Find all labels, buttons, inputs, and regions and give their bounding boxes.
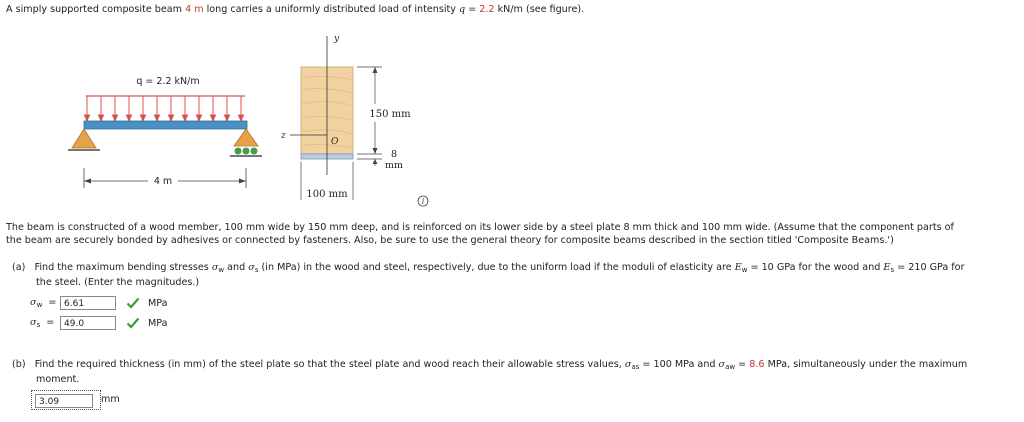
plate-num: 8 — [390, 149, 398, 160]
axis-y: y — [334, 34, 340, 44]
load-label: q = 2.2 kN/m — [136, 76, 200, 87]
load-arrow-head — [113, 115, 118, 121]
part-b-line-2: moment. — [36, 374, 80, 385]
svg-text:i: i — [421, 197, 425, 206]
part-b-answer-frame — [31, 390, 101, 410]
load-arrow-head — [211, 115, 216, 121]
load-arrow-head — [127, 115, 132, 121]
load-arrow-head — [169, 115, 174, 121]
answer-row-sigma-s: $\sigma_s$ = 49.0 MPa — [30, 317, 168, 329]
sigma-s-unit: MPa — [148, 317, 168, 329]
axis-z: z — [281, 131, 286, 141]
thickness-unit: mm — [101, 394, 120, 405]
description-line-2: the beam are securely bonded by adhesives or connected by fasteners. Also, be sure to use the general theory for composite beams described in the section titled 'Composite Beams.') — [6, 235, 894, 246]
pin-support — [72, 129, 96, 148]
sigma-w-unit: MPa — [148, 297, 168, 309]
beam — [84, 121, 247, 129]
sigma-s-input[interactable]: 49.0 — [60, 316, 116, 330]
load-arrow-head — [99, 115, 104, 121]
span-label: 4 m — [153, 176, 173, 187]
thickness-input[interactable]: 3.09 — [35, 394, 93, 408]
load-arrow-head — [183, 115, 188, 121]
load-arrow-head — [197, 115, 202, 121]
load-arrow-head — [155, 115, 160, 121]
load-arrow-head — [141, 115, 146, 121]
plate-unit: mm — [384, 160, 404, 171]
sigma-w-input[interactable]: 6.61 — [60, 296, 116, 310]
part-b-question: (b) Find the required thickness (in mm) of the steel plate so that the steel plate and wood reach their allowable stress values, $\sigma_{as} = 100$ MPa and $\sigma_{aw} = 8.6$ MPa, simultaneously under the maximum — [12, 359, 968, 371]
part-a-line-2: the steel. (Enter the magnitudes.) — [36, 277, 200, 288]
width-label: 100 mm — [306, 189, 348, 200]
load-arrow-head — [225, 115, 230, 121]
info-icon[interactable] — [418, 196, 428, 206]
checkmark-icon — [126, 317, 140, 329]
load-arrow-head — [239, 115, 244, 121]
roller-support — [234, 129, 258, 146]
description-line-1: The beam is constructed of a wood member, 100 mm wide by 150 mm deep, and is reinforced on its lower side by a steel plate 8 mm thick and 100 mm wide. (Assume that the component parts of — [6, 222, 954, 233]
checkmark-icon — [126, 297, 140, 309]
answer-row-sigma-w: $\sigma_w$ = 6.61 MPa — [30, 297, 168, 309]
load-arrow-head — [85, 115, 90, 121]
axis-o: O — [331, 137, 339, 147]
height-label: 150 mm — [369, 109, 411, 120]
intro-line: A simply supported composite beam 4 m long carries a uniformly distributed load of intensity q = 2.2 kN/m (see figure). — [6, 4, 585, 15]
load-arrows — [85, 96, 244, 121]
part-a-question: (a) Find the maximum bending stresses $\sigma_w$ and $\sigma_s$ (in MPa) in the wood and steel, respectively, due to the uniform load if the moduli of elasticity are $E_w = 10$ GPa for the wood and $E_s = 210$ GPa for — [12, 262, 965, 274]
